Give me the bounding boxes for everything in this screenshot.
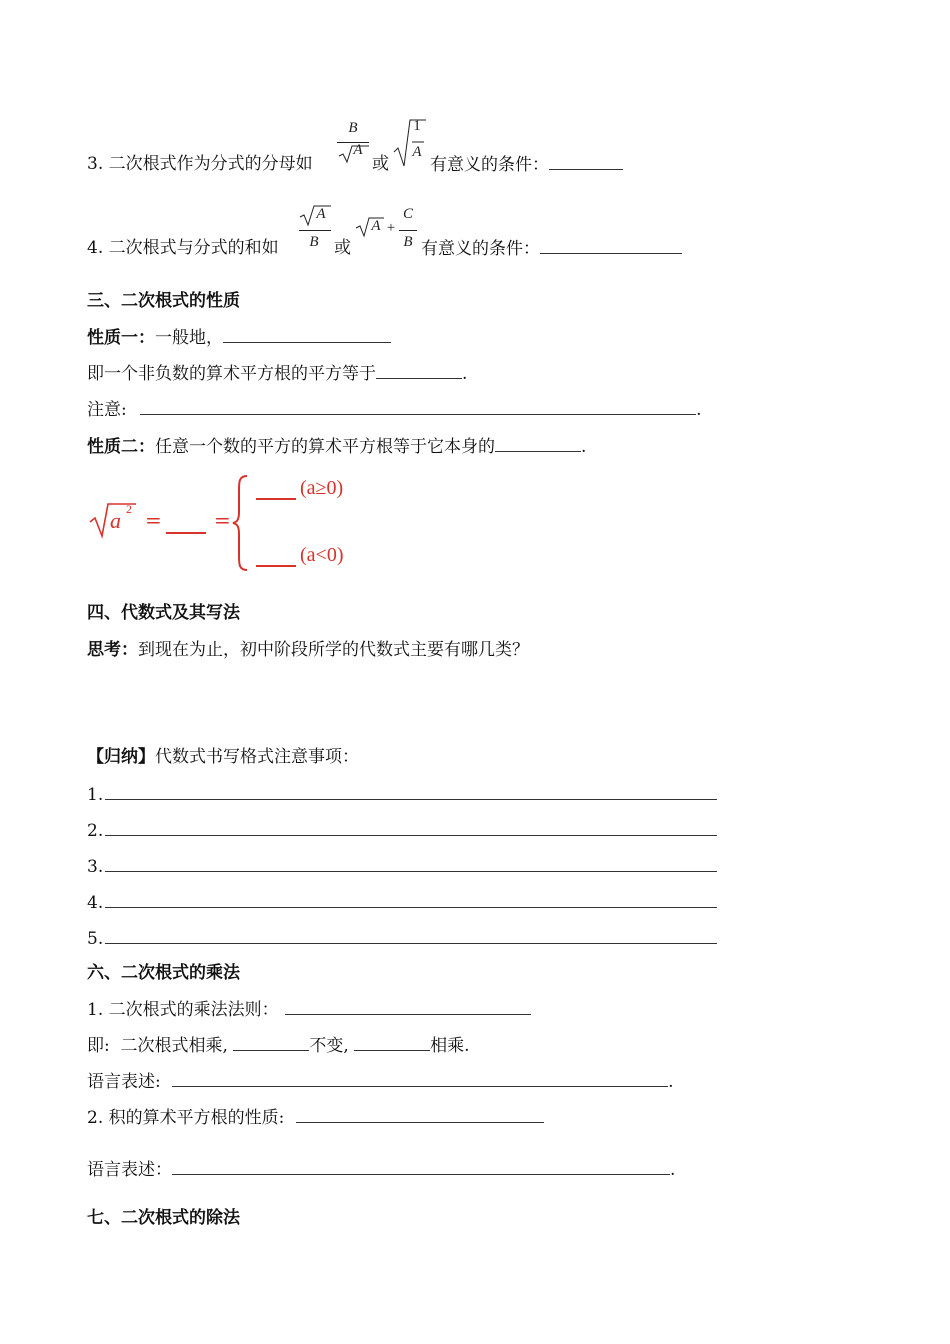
abs-value-formula <box>88 470 388 575</box>
blank[interactable] <box>105 783 717 800</box>
property-2-text: 任意一个数的平方的算术平方根等于它本身的 <box>155 437 495 457</box>
blank[interactable] <box>105 855 717 872</box>
blank[interactable] <box>105 927 717 944</box>
brace-icon <box>231 474 251 572</box>
period: . <box>462 364 468 384</box>
think-label: 思考： <box>87 640 138 660</box>
list-number: 3. <box>87 857 104 877</box>
item-4-text: 4. 二次根式与分式的和如 <box>87 238 279 258</box>
list-item <box>87 927 717 950</box>
section-6-heading: 六、二次根式的乘法 <box>87 963 240 983</box>
blank[interactable] <box>285 998 531 1015</box>
item-3-text: 3. 二次根式作为分式的分母如 <box>87 154 313 174</box>
blank[interactable] <box>172 1070 668 1087</box>
frac-a: A <box>412 144 422 160</box>
formula-exponent: 2 <box>126 502 132 516</box>
frac-one: 1 <box>413 118 421 134</box>
period: . <box>670 1160 676 1180</box>
note <box>87 398 702 421</box>
formula-a: a <box>110 508 121 533</box>
product-sqrt-property <box>87 1106 544 1129</box>
language-statement-2 <box>87 1158 675 1181</box>
period: . <box>696 400 702 420</box>
blank[interactable] <box>354 1034 430 1051</box>
formula-blank-case-2[interactable] <box>256 565 296 567</box>
frac-a: A <box>371 218 381 234</box>
frac-numerator: B <box>348 120 358 136</box>
language-statement <box>87 1070 674 1093</box>
property-1 <box>87 326 391 349</box>
list-number: 5. <box>87 929 104 949</box>
plus-sign: + <box>386 220 396 236</box>
item-3-tail-text: 有意义的条件： <box>430 155 549 175</box>
property-2-label: 性质二： <box>87 437 155 457</box>
blank[interactable] <box>233 1034 309 1051</box>
ie-line <box>87 1034 470 1057</box>
item-3-or: 或 <box>372 154 389 174</box>
summary-text: 代数式书写格式注意事项： <box>155 747 359 767</box>
item-3-tail <box>430 153 623 176</box>
formula-case-1: (a≥0) <box>300 477 344 499</box>
formula-blank-main[interactable] <box>166 532 206 534</box>
language-label: 语言表述: <box>87 1072 161 1092</box>
blank[interactable] <box>172 1158 670 1175</box>
list-item <box>87 783 717 806</box>
product-sqrt-property-text: 2. 积的算术平方根的性质: <box>87 1108 285 1128</box>
property-1-label: 性质一： <box>87 328 155 348</box>
item-4-or: 或 <box>334 238 351 258</box>
blank[interactable] <box>549 153 623 170</box>
ie-text-1: 二次根式相乘, <box>120 1036 228 1056</box>
frac-b: B <box>309 234 319 250</box>
fraction-bar <box>299 230 331 231</box>
blank[interactable] <box>376 362 462 379</box>
property-1-explain <box>87 362 467 385</box>
period: . <box>581 437 587 457</box>
blank[interactable] <box>540 237 682 254</box>
item-3 <box>87 153 313 175</box>
multiplication-rule <box>87 998 531 1021</box>
list-item <box>87 891 717 914</box>
frac-a: A <box>316 206 326 222</box>
property-1-text: 一般地， <box>155 328 223 348</box>
formula-equals-2: = <box>214 508 231 532</box>
property-1-explain-text: 即一个非负数的算术平方根的平方等于 <box>87 364 376 384</box>
formula-blank-case-1[interactable] <box>256 498 296 500</box>
list-number: 2. <box>87 821 104 841</box>
blank[interactable] <box>495 435 581 452</box>
frac-b: B <box>403 234 413 250</box>
summary <box>87 746 359 768</box>
section-4-heading: 四、代数式及其写法 <box>87 603 240 623</box>
item-4-tail-text: 有意义的条件： <box>421 239 540 259</box>
multiplication-rule-text: 1. 二次根式的乘法法则： <box>87 1000 279 1020</box>
item-4 <box>87 237 279 259</box>
fraction-bar <box>399 230 417 231</box>
summary-label: 【归纳】 <box>87 747 155 767</box>
note-blank[interactable] <box>140 398 696 415</box>
blank[interactable] <box>223 326 391 343</box>
frac-denominator-a: A <box>353 142 363 158</box>
period: . <box>668 1072 674 1092</box>
ie-label: 即: <box>87 1036 110 1056</box>
think-text: 到现在为止，初中阶段所学的代数式主要有哪几类？ <box>138 640 529 660</box>
ie-text-3: 相乘. <box>430 1036 470 1056</box>
list-number: 4. <box>87 893 104 913</box>
list-number: 1. <box>87 785 104 805</box>
list-item <box>87 855 717 878</box>
list-item <box>87 819 717 842</box>
note-label: 注意: <box>87 400 127 420</box>
formula-case-2: (a<0) <box>300 544 344 566</box>
think <box>87 639 529 661</box>
section-3-heading: 三、二次根式的性质 <box>87 291 240 311</box>
formula-equals-1: = <box>145 508 162 532</box>
language-label: 语言表述： <box>87 1160 172 1180</box>
frac-c: C <box>402 206 413 222</box>
item-4-tail <box>421 237 682 260</box>
ie-text-2: 不变, <box>309 1036 349 1056</box>
blank[interactable] <box>105 891 717 908</box>
blank[interactable] <box>105 819 717 836</box>
section-7-heading: 七、二次根式的除法 <box>87 1208 240 1228</box>
property-2 <box>87 435 586 458</box>
blank[interactable] <box>296 1106 544 1123</box>
